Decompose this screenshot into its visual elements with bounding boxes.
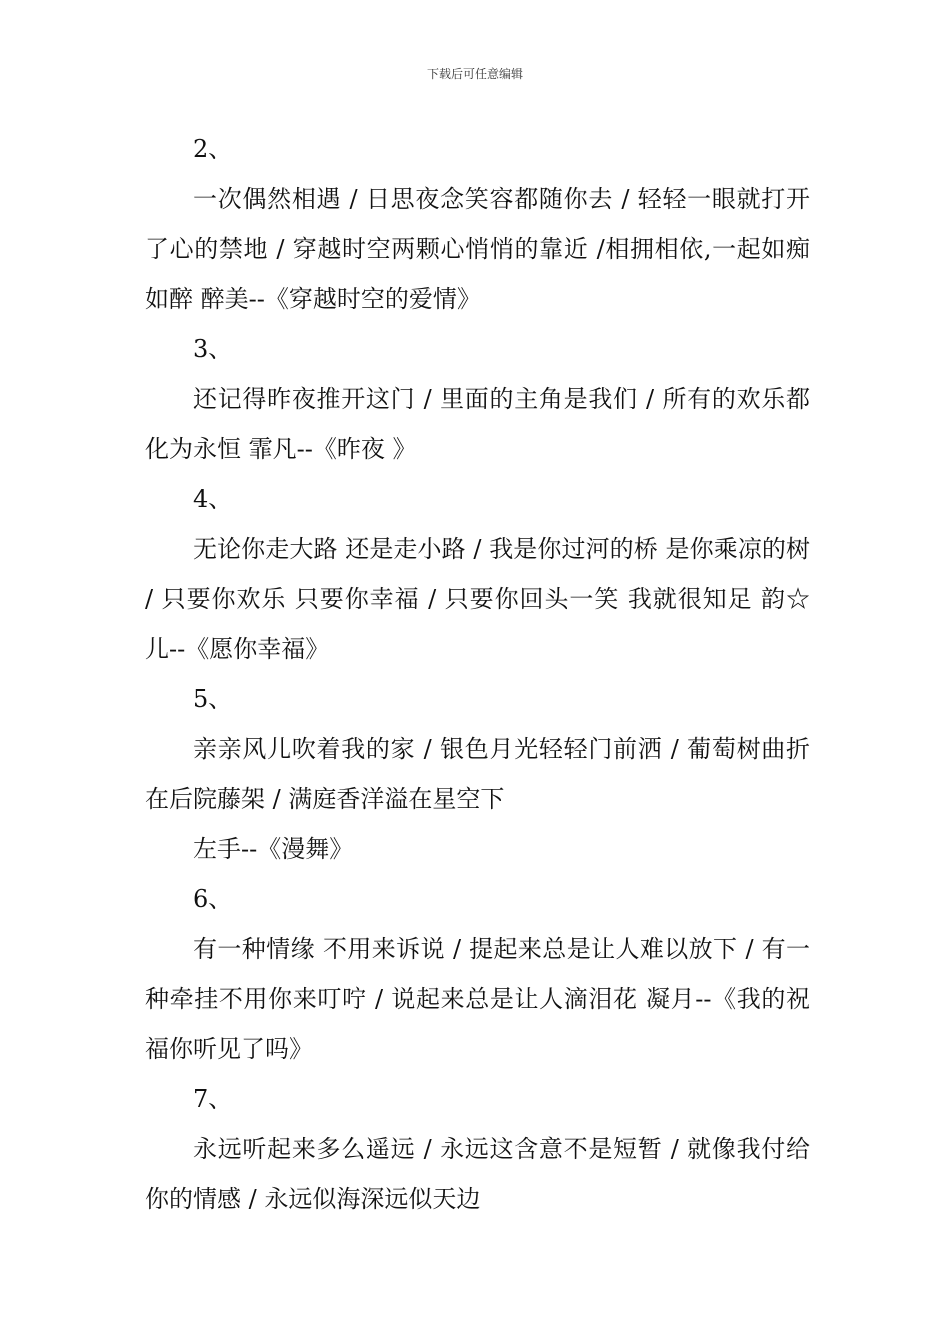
poem-paragraph: 有一种情缘 不用来诉说 / 提起来总是让人难以放下 / 有一种牵挂不用你来叮咛 / 说起来总是让人滴泪花 凝月--《我的祝福你听见了吗》 [145,935,810,1063]
poem-paragraph: 无论你走大路 还是走小路 / 我是你过河的桥 是你乘凉的树 / 只要你欢乐 只要你幸福 / 只要你回头一笑 我就很知足 韵☆儿--《愿你幸福》 [145,535,810,663]
poem-paragraph: 一次偶然相遇 / 日思夜念笑容都随你去 / 轻轻一眼就打开了心的禁地 / 穿越时空两颗心悄悄的靠近 /相拥相依,一起如痴如醉 醉美--《穿越时空的爱情》 [145,185,810,313]
section-number: 7、 [193,1085,233,1113]
poem-paragraph: 还记得昨夜推开这门 / 里面的主角是我们 / 所有的欢乐都化为永恒 霏凡--《昨夜 》 [145,385,810,463]
section-number: 6、 [193,885,233,913]
poem-paragraph: 亲亲风儿吹着我的家 / 银色月光轻轻门前洒 / 葡萄树曲折在后院藤架 / 满庭香洋溢在星空下 [145,735,810,813]
poem-paragraph: 永远听起来多么遥远 / 永远这含意不是短暂 / 就像我付给你的情感 / 永远似海深远似天边 [145,1135,810,1213]
section-number: 5、 [193,685,233,713]
section-number: 3、 [193,335,233,363]
page-header: 下载后可任意编辑 [426,67,523,81]
section-number: 4、 [193,485,233,513]
document-body [145,124,810,1224]
section-number: 2、 [193,135,233,163]
poem-attribution: 左手--《漫舞》 [193,835,354,863]
